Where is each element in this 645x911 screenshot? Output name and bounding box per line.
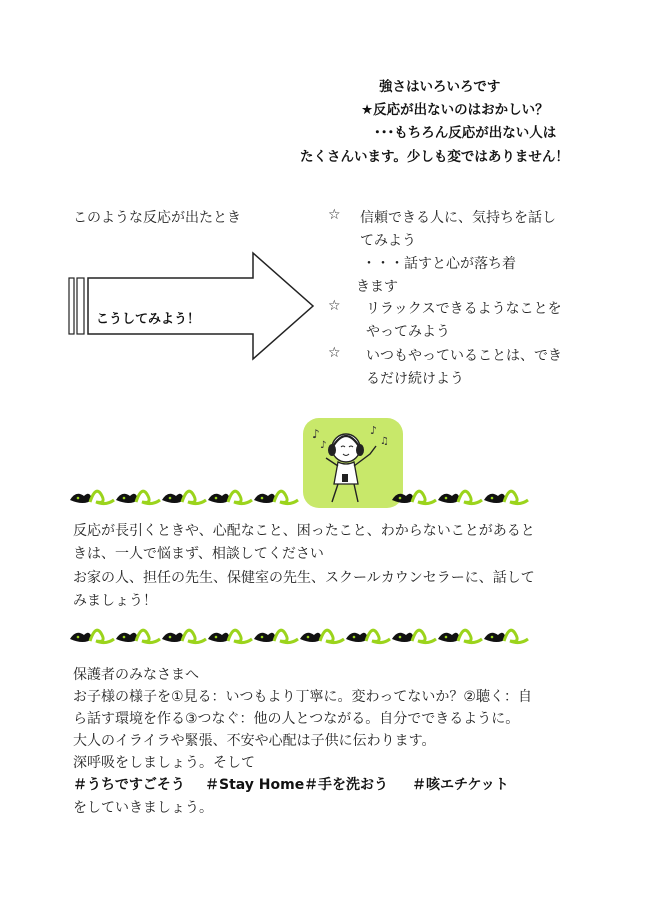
ribbon-motif bbox=[438, 630, 482, 642]
ribbon-motif bbox=[438, 491, 482, 503]
tip-1-line-1: 信頼できる人に、気持ちを話し bbox=[360, 210, 556, 226]
ribbon-motif bbox=[70, 491, 114, 503]
tip-2-line-2: やってみよう bbox=[366, 324, 450, 340]
tip-1-line-2: てみよう bbox=[360, 233, 416, 249]
ribbon-motif bbox=[346, 630, 390, 642]
star-icon: ☆ bbox=[328, 298, 341, 314]
consult-line-2: きは、一人で悩まず、相談してください bbox=[73, 546, 324, 562]
hashtag-wash-hands: ＃手を洗おう bbox=[304, 777, 388, 793]
arrow-label: こうしてみよう！ bbox=[96, 312, 201, 327]
ribbon-motif bbox=[254, 630, 298, 642]
parents-line-6: をしていきましょう。 bbox=[73, 800, 213, 816]
tip-1-line-3: ・・・話すと心が落ち着 bbox=[362, 256, 516, 272]
ribbon-motif bbox=[162, 630, 206, 642]
hashtag-cough-etiquette: ＃咳エチケット bbox=[412, 777, 509, 793]
star-icon: ☆ bbox=[328, 207, 341, 223]
ribbon-motif bbox=[484, 630, 528, 642]
ribbon-motif bbox=[254, 491, 298, 503]
ribbon-motif bbox=[300, 630, 344, 642]
parents-line-4: 大人のイライラや緊張、不安や心配は子供に伝わります。 bbox=[73, 733, 436, 749]
svg-text:♪: ♪ bbox=[312, 427, 320, 441]
ribbon-motif bbox=[162, 491, 206, 503]
ribbon-motif bbox=[392, 491, 436, 503]
ribbon-border-right bbox=[392, 486, 547, 508]
consult-line-1: 反応が長引くときや、心配なこと、困ったこと、わからないことがあると bbox=[73, 523, 535, 539]
ribbon-motif bbox=[392, 630, 436, 642]
note-line-4: たくさんいます。少しも変ではありません！ bbox=[300, 149, 569, 165]
svg-text:♪: ♪ bbox=[370, 424, 378, 437]
ribbon-motif bbox=[70, 630, 114, 642]
tip-3-line-2: るだけ続けよう bbox=[366, 371, 464, 387]
ribbon-border-left bbox=[70, 486, 298, 508]
consult-line-3: お家の人、担任の先生、保健室の先生、スクールカウンセラーに、話して bbox=[73, 570, 535, 586]
parents-line-2: お子様の様子を①見る：いつもより丁寧に。変わってないか？②聴く：自 bbox=[73, 689, 532, 705]
ribbon-motif bbox=[208, 491, 252, 503]
note-line-1: 強さはいろいろです bbox=[379, 79, 501, 95]
tip-3-line-1: いつもやっていることは、でき bbox=[366, 348, 562, 364]
when-reaction-label: このような反応が出たとき bbox=[73, 210, 241, 226]
note-line-3: ･･･もちろん反応が出ない人は bbox=[374, 125, 557, 141]
tip-1-line-4: きます bbox=[356, 279, 398, 295]
note-line-2: ★反応が出ないのはおかしい？ bbox=[361, 102, 549, 118]
ribbon-motif bbox=[208, 630, 252, 642]
svg-text:♫: ♫ bbox=[380, 436, 389, 447]
parents-heading: 保護者のみなさまへ bbox=[73, 667, 199, 683]
svg-text:♪: ♪ bbox=[320, 440, 327, 451]
tip-2-line-1: リラックスできるようなことを bbox=[366, 301, 562, 317]
hashtag-stay-home-ja: ＃うちですごそう bbox=[73, 777, 185, 793]
ribbon-motif bbox=[116, 630, 160, 642]
consult-line-4: みましょう！ bbox=[73, 593, 157, 609]
ribbon-motif bbox=[116, 491, 160, 503]
hashtag-stay-home: ＃Stay Home bbox=[205, 777, 305, 793]
parents-line-5: 深呼吸をしましょう。そして bbox=[73, 755, 255, 771]
star-icon: ☆ bbox=[328, 345, 341, 361]
parents-line-3: ら話す環境を作る③つなぐ：他の人とつながる。自分でできるように。 bbox=[73, 711, 520, 727]
ribbon-motif bbox=[484, 491, 528, 503]
ribbon-border-middle bbox=[70, 625, 548, 647]
